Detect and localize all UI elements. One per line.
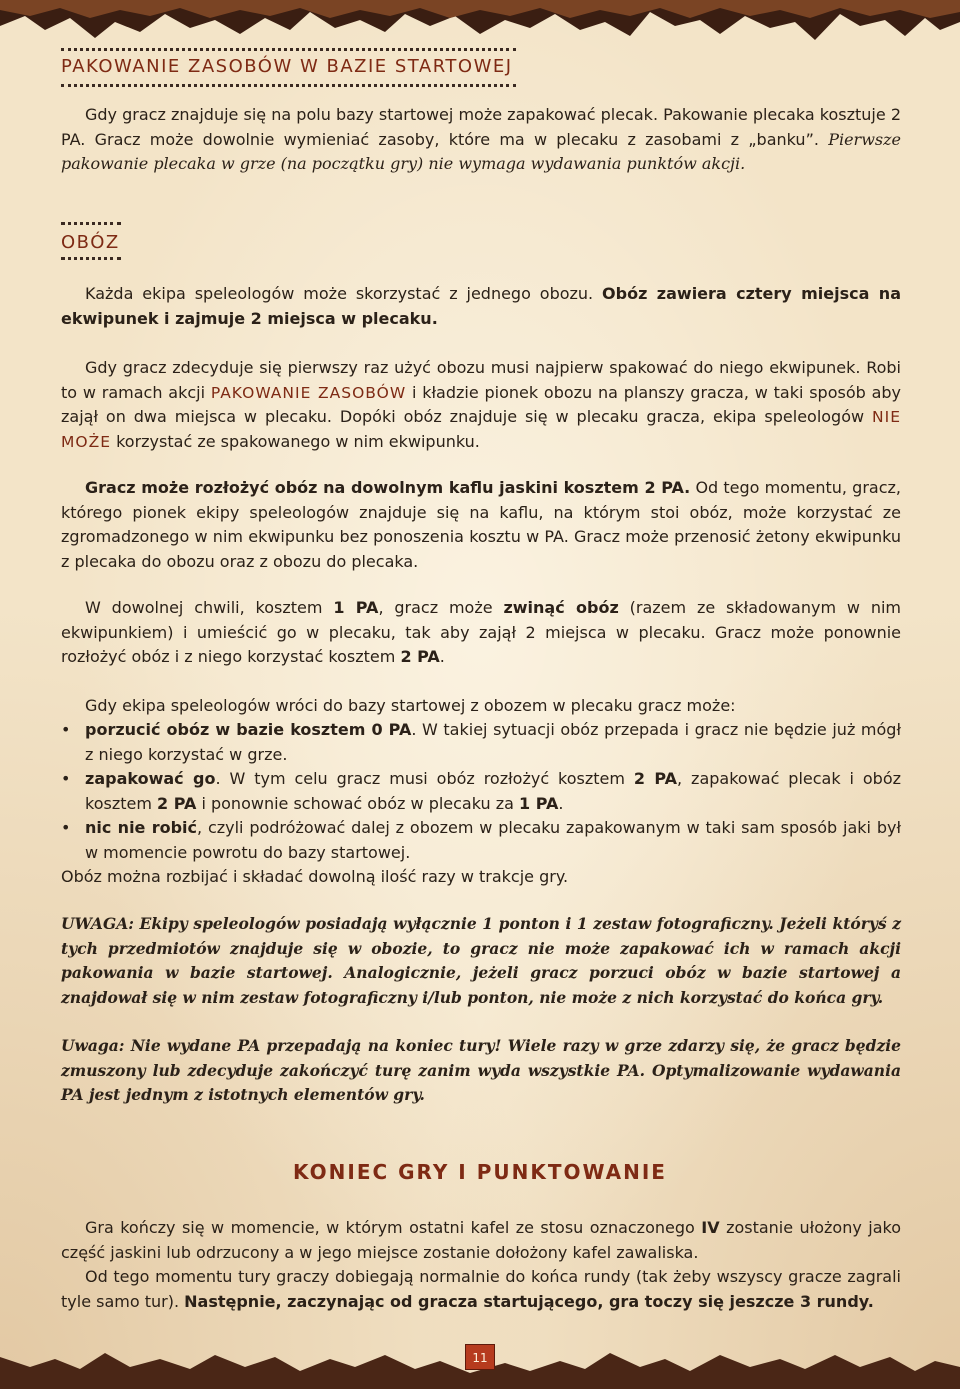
cost-text: 1 PA [519,793,559,813]
warning-text: Uwaga: Nie wydane PA przepadają na koniec tury! Wiele razy w grze zdarzy się, że gracz będzie zmuszony lub zdecyduje zakończyć turę zanim wyda wszystkie PA. Optymalizowanie wydawania PA jest jednym z istotnych elementów gry. [61,1036,901,1104]
warning-text: UWAGA: Ekipy speleologów posiadają wyłącznie 1 ponton i 1 zestaw fotograficzny. Jeżeli któryś z tych przedmiotów znajduje się w obozie, to gracz nie może zapakować ich w ramach akcji pakowania w bazie startowej. Analogicznie, jeżeli gracz porzuci obóz w bazie startowej a znajdował się w nim zestaw fotograficzny i/lub ponton, nie może z nich korzystać do końca gry. [61,914,901,1007]
camp-text: Gdy ekipa speleologów wróci do bazy startowej z obozem w plecaku gracz może: [85,696,736,715]
camp-rule-bold: Gracz może rozłożyć obóz na dowolnym kaflu jaskini kosztem 2 PA. [85,478,691,497]
camp-options-list [61,718,901,865]
camp-text: i kładzie pionek obozu na planszy gracza, w taki sposób aby zajął on dwa miejsca w plecaku. Dopóki obóz znajduje się w plecaku gracza, ekipa speleologów [61,382,902,426]
camp-text: Od tego momentu, gracz, którego pionek ekipy speleologów znajduje się na kaflu, na którym stoi obóz, może korzystać ze zgromadzonego w nim ekwipunku bez ponoszenia kosztu w PA. Gracz może przenosić żetony ekwipunku z plecaka do obozu oraz z obozu do plecaka. [61,478,902,571]
list-item [61,816,901,865]
action-bold-text: zwinąć obóz [503,598,619,617]
option-title: porzucić obóz w bazie kosztem 0 PA [85,720,412,739]
packing-text: Gdy gracz znajduje się na polu bazy startowej może zapakować plecak. Pakowanie plecaka kosztuje 2 PA. Gracz może dowolnie wymieniać zasoby, które ma w plecaku z zasobami z „banku”. [61,105,901,149]
section-title-camp: OBÓZ [61,232,120,253]
page-number: 11 [465,1344,495,1370]
list-item [61,718,901,767]
cave-rock-top-decoration [0,0,960,60]
section-title-endgame: KONIEC GRY I PUNKTOWANIE [293,1160,667,1184]
endgame-paragraph-1 [61,1216,901,1265]
dotted-divider [61,257,121,260]
option-text: . W takiej sytuacji obóz przepada i gracz nie będzie już mógł z niego korzystać w grze. [85,720,902,764]
endgame-text: Gra kończy się w momencie, w którym ostatni kafel ze stosu oznaczonego [85,1218,695,1237]
dotted-divider [61,48,516,51]
list-item [61,767,901,816]
option-text: i ponownie schować obóz w plecaku za [201,793,514,813]
dotted-divider [61,222,121,225]
endgame-text: zostanie ułożony jako część jaskini lub odrzucony a w jego miejsce zostanie dołożony kafel zawaliska. [61,1218,901,1262]
endgame-text: Od tego momentu tury graczy dobiegają normalnie do końca rundy (tak żeby wszyscy gracze zagrali tyle samo tur). [61,1267,901,1311]
stack-label: IV [701,1218,720,1237]
endgame-paragraph-2 [61,1265,901,1314]
emphasis-text: NIE MOŻE [61,408,901,451]
camp-paragraph-4 [61,596,901,670]
section-title-packing: PAKOWANIE ZASOBÓW W BAZIE STARTOWEJ [61,56,513,77]
cost-text: 2 PA [157,793,197,813]
camp-closing [61,865,901,890]
camp-text: Gdy gracz zdecyduje się pierwszy raz użyć obozu musi najpierw spakować do niego ekwipunek. Robi to w ramach akcji [61,358,901,402]
camp-text: Każda ekipa speleologów może skorzystać z jednego obozu. [85,284,594,303]
camp-paragraph-3 [61,476,901,574]
camp-text: (razem ze składowanym w nim ekwipunkiem) i umieścić go w plecaku, tak aby zajął 2 miejsca w plecaku. Gracz może ponownie rozłożyć obóz i z niego korzystać kosztem [61,598,902,666]
warning-note-1 [61,912,901,1010]
camp-paragraph-1 [61,282,901,331]
action-name: PAKOWANIE ZASOBÓW [210,383,407,402]
camp-options-intro [61,694,901,719]
camp-paragraph-2 [61,356,901,454]
camp-text: . [439,647,445,666]
warning-note-2 [61,1034,901,1108]
camp-text: W dowolnej chwili, kosztem [85,598,323,617]
option-text: , zapakować plecak i obóz kosztem [85,769,902,813]
cost-text: 2 PA [400,647,440,666]
packing-note: Pierwsze pakowanie plecaka w grze (na początku gry) nie wymaga wydawania punktów akcji. [61,129,901,173]
camp-text: Obóz można rozbijać i składać dowolną ilość razy w trakcje gry. [61,867,569,886]
option-text: . W tym celu gracz musi obóz rozłożyć kosztem [215,769,625,788]
cost-text: 1 PA [333,598,379,617]
option-text: . [558,793,564,813]
camp-capacity-text: Obóz zawiera cztery miejsca na ekwipunek i zajmuje 2 miejsca w plecaku. [61,284,901,328]
packing-paragraph [61,103,901,177]
cost-text: 2 PA [633,769,678,788]
option-title: nic nie robić [85,818,198,837]
camp-text: korzystać ze spakowanego w nim ekwipunku. [116,431,480,451]
option-text: , czyli podróżować dalej z obozem w plecaku zapakowanym w taki sam sposób jaki był w momencie powrotu do bazy startowej. [85,818,902,862]
endgame-rule-bold: Następnie, zaczynając od gracza startującego, gra toczy się jeszcze 3 rundy. [184,1291,874,1311]
option-title: zapakować go [85,769,216,788]
dotted-divider [61,84,516,87]
camp-text: , gracz może [378,598,493,617]
